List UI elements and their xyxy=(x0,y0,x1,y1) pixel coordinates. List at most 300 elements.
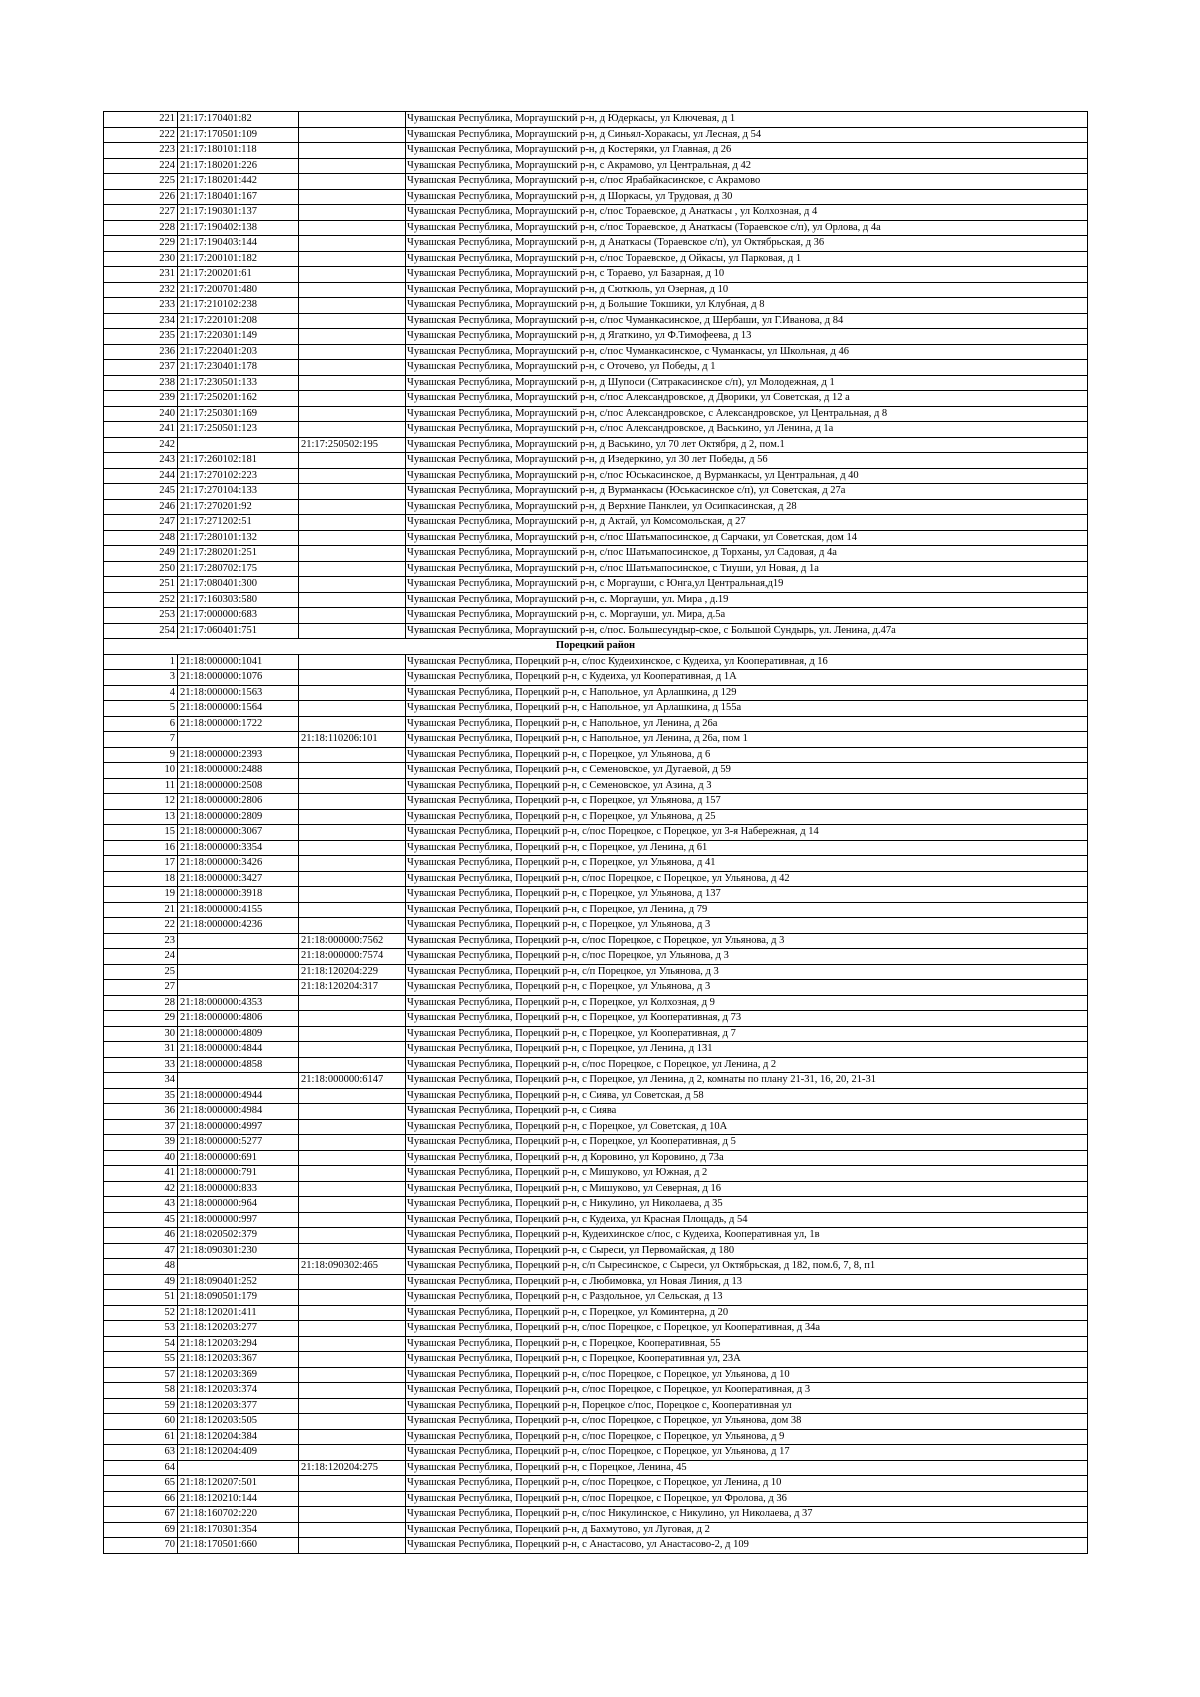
address-cell: Чувашская Республика, Порецкий р-н, с Сиява, ул Советская, д 58 xyxy=(406,1088,1088,1104)
row-number-cell: 3 xyxy=(104,670,178,686)
row-number-cell: 246 xyxy=(104,499,178,515)
table-row xyxy=(104,1057,1088,1073)
address-cell: Чувашская Республика, Моргаушский р-н, д Юдеркасы, ул Ключевая, д 1 xyxy=(406,112,1088,128)
address-cell: Чувашская Республика, Моргаушский р-н, с/пос. Большесундыр-ское, с Большой Сундырь, ул. Ленина, д.47а xyxy=(406,623,1088,639)
cadastral-number-cell: 21:17:230401:178 xyxy=(178,360,299,376)
row-number-cell: 34 xyxy=(104,1073,178,1089)
row-number-cell: 55 xyxy=(104,1352,178,1368)
cadastral-number-cell: 21:17:060401:751 xyxy=(178,623,299,639)
row-number-cell: 60 xyxy=(104,1414,178,1430)
cadastral-number-cell: 21:18:000000:791 xyxy=(178,1166,299,1182)
address-cell: Чувашская Республика, Порецкий р-н, с Порецкое, Ленина, 45 xyxy=(406,1460,1088,1476)
district-heading-row xyxy=(104,639,1088,655)
row-number-cell: 251 xyxy=(104,577,178,593)
row-number-cell: 221 xyxy=(104,112,178,128)
row-number-cell: 39 xyxy=(104,1135,178,1151)
cadastral-number-cell: 21:17:270201:92 xyxy=(178,499,299,515)
cadastral-number-cell: 21:18:000000:2809 xyxy=(178,809,299,825)
table-row xyxy=(104,608,1088,624)
row-number-cell: 29 xyxy=(104,1011,178,1027)
table-row xyxy=(104,1538,1088,1554)
premises-cadastral-number-cell xyxy=(299,1476,406,1492)
cadastral-number-cell xyxy=(178,949,299,965)
row-number-cell: 18 xyxy=(104,871,178,887)
row-number-cell: 231 xyxy=(104,267,178,283)
row-number-cell: 69 xyxy=(104,1522,178,1538)
table-row xyxy=(104,980,1088,996)
address-cell: Чувашская Республика, Порецкий р-н, с/п Порецкое, ул Ульянова, д 3 xyxy=(406,964,1088,980)
premises-cadastral-number-cell xyxy=(299,778,406,794)
row-number-cell: 228 xyxy=(104,220,178,236)
address-cell: Чувашская Республика, Моргаушский р-н, д Ягаткино, ул Ф.Тимофеева, д 13 xyxy=(406,329,1088,345)
address-cell: Чувашская Республика, Порецкий р-н, с Порецкое, ул Ленина, д 131 xyxy=(406,1042,1088,1058)
row-number-cell: 36 xyxy=(104,1104,178,1120)
cadastral-number-cell: 21:18:000000:691 xyxy=(178,1150,299,1166)
cadastral-number-cell: 21:18:000000:4155 xyxy=(178,902,299,918)
cadastral-number-cell: 21:17:270102:223 xyxy=(178,468,299,484)
table-row xyxy=(104,391,1088,407)
row-number-cell: 57 xyxy=(104,1367,178,1383)
cadastral-number-cell xyxy=(178,1460,299,1476)
premises-cadastral-number-cell xyxy=(299,1057,406,1073)
address-cell: Чувашская Республика, Порецкий р-н, с/пос Кудеихинское, с Кудеиха, ул Кооперативная, д 16 xyxy=(406,654,1088,670)
cadastral-number-cell: 21:18:120201:411 xyxy=(178,1305,299,1321)
premises-cadastral-number-cell xyxy=(299,282,406,298)
address-cell: Чувашская Республика, Порецкий р-н, с Порецкое, ул Ульянова, д 3 xyxy=(406,918,1088,934)
cadastral-number-cell: 21:17:190402:138 xyxy=(178,220,299,236)
table-row xyxy=(104,375,1088,391)
row-number-cell: 250 xyxy=(104,561,178,577)
address-cell: Чувашская Республика, Порецкий р-н, с Кудеиха, ул Кооперативная, д 1А xyxy=(406,670,1088,686)
address-cell: Чувашская Республика, Порецкий р-н, с Порецкое, ул Ульянова, д 41 xyxy=(406,856,1088,872)
cadastral-number-cell: 21:18:000000:1076 xyxy=(178,670,299,686)
table-row xyxy=(104,670,1088,686)
table-row xyxy=(104,1212,1088,1228)
row-number-cell: 239 xyxy=(104,391,178,407)
cadastral-number-cell: 21:17:220301:149 xyxy=(178,329,299,345)
address-cell: Чувашская Республика, Порецкий р-н, с Порецкое, Кооперативная, 55 xyxy=(406,1336,1088,1352)
table-row xyxy=(104,1414,1088,1430)
premises-cadastral-number-cell xyxy=(299,871,406,887)
table-row xyxy=(104,592,1088,608)
address-cell: Чувашская Республика, Порецкий р-н, с Порецкое, ул Коминтерна, д 20 xyxy=(406,1305,1088,1321)
cadastral-number-cell: 21:18:090401:252 xyxy=(178,1274,299,1290)
premises-cadastral-number-cell xyxy=(299,143,406,159)
premises-cadastral-number-cell xyxy=(299,701,406,717)
cadastral-number-cell: 21:18:000000:3427 xyxy=(178,871,299,887)
property-table-sheet xyxy=(103,111,1087,1554)
address-cell: Чувашская Республика, Моргаушский р-н, д Актай, ул Комсомольская, д 27 xyxy=(406,515,1088,531)
row-number-cell: 43 xyxy=(104,1197,178,1213)
table-row xyxy=(104,887,1088,903)
premises-cadastral-number-cell xyxy=(299,112,406,128)
premises-cadastral-number-cell: 21:18:120204:317 xyxy=(299,980,406,996)
row-number-cell: 232 xyxy=(104,282,178,298)
cadastral-number-cell: 21:18:120204:384 xyxy=(178,1429,299,1445)
cadastral-number-cell: 21:18:000000:4806 xyxy=(178,1011,299,1027)
premises-cadastral-number-cell xyxy=(299,1538,406,1554)
table-row xyxy=(104,933,1088,949)
address-cell: Чувашская Республика, Порецкий р-н, с Мишуково, ул Северная, д 16 xyxy=(406,1181,1088,1197)
address-cell: Чувашская Республика, Порецкий р-н, с Порецкое, ул Ленина, д 2, комнаты по плану 21-31, 16, 20, 21-31 xyxy=(406,1073,1088,1089)
table-row xyxy=(104,298,1088,314)
row-number-cell: 17 xyxy=(104,856,178,872)
address-cell: Чувашская Республика, Порецкий р-н, с Порецкое, ул Колхозная, д 9 xyxy=(406,995,1088,1011)
row-number-cell: 51 xyxy=(104,1290,178,1306)
address-cell: Чувашская Республика, Порецкий р-н, с/пос Порецкое, с Порецкое, ул Ульянова, дом 38 xyxy=(406,1414,1088,1430)
row-number-cell: 45 xyxy=(104,1212,178,1228)
cadastral-number-cell: 21:18:000000:833 xyxy=(178,1181,299,1197)
address-cell: Чувашская Республика, Моргаушский р-н, с/пос Ярабайкасинское, с Акрамово xyxy=(406,174,1088,190)
cadastral-number-cell: 21:18:120203:277 xyxy=(178,1321,299,1337)
cadastral-number-cell: 21:18:120203:294 xyxy=(178,1336,299,1352)
row-number-cell: 225 xyxy=(104,174,178,190)
table-row xyxy=(104,143,1088,159)
premises-cadastral-number-cell xyxy=(299,360,406,376)
table-row xyxy=(104,1429,1088,1445)
cadastral-number-cell: 21:17:200701:480 xyxy=(178,282,299,298)
address-cell: Чувашская Республика, Порецкий р-н, Порецкое с/пос, Порецкое с, Кооперативная ул xyxy=(406,1398,1088,1414)
address-cell: Чувашская Республика, Порецкий р-н, с/п Сыресинское, с Сыреси, ул Октябрьская, д 182, пом.6, 7, 8, п1 xyxy=(406,1259,1088,1275)
table-row xyxy=(104,1305,1088,1321)
row-number-cell: 41 xyxy=(104,1166,178,1182)
premises-cadastral-number-cell xyxy=(299,1398,406,1414)
address-cell: Чувашская Республика, Моргаушский р-н, с. Моргауши, ул. Мира , д.19 xyxy=(406,592,1088,608)
cadastral-number-cell: 21:17:270104:133 xyxy=(178,484,299,500)
address-cell: Чувашская Республика, Порецкий р-н, с Семеновское, ул Дугаевой, д 59 xyxy=(406,763,1088,779)
premises-cadastral-number-cell xyxy=(299,468,406,484)
premises-cadastral-number-cell xyxy=(299,1414,406,1430)
cadastral-number-cell: 21:17:230501:133 xyxy=(178,375,299,391)
row-number-cell: 31 xyxy=(104,1042,178,1058)
address-cell: Чувашская Республика, Моргаушский р-н, с/пос Юськасинское, д Вурманкасы, ул Центральная, д 40 xyxy=(406,468,1088,484)
cadastral-number-cell: 21:17:180101:118 xyxy=(178,143,299,159)
table-row xyxy=(104,685,1088,701)
table-row xyxy=(104,840,1088,856)
premises-cadastral-number-cell xyxy=(299,1011,406,1027)
premises-cadastral-number-cell xyxy=(299,1290,406,1306)
table-row xyxy=(104,127,1088,143)
address-cell: Чувашская Республика, Моргаушский р-н, д Васькино, ул 70 лет Октября, д 2, пом.1 xyxy=(406,437,1088,453)
premises-cadastral-number-cell xyxy=(299,763,406,779)
premises-cadastral-number-cell xyxy=(299,1321,406,1337)
row-number-cell: 13 xyxy=(104,809,178,825)
row-number-cell: 70 xyxy=(104,1538,178,1554)
row-number-cell: 66 xyxy=(104,1491,178,1507)
row-number-cell: 10 xyxy=(104,763,178,779)
row-number-cell: 238 xyxy=(104,375,178,391)
premises-cadastral-number-cell xyxy=(299,1228,406,1244)
row-number-cell: 61 xyxy=(104,1429,178,1445)
cadastral-number-cell: 21:17:260102:181 xyxy=(178,453,299,469)
table-row xyxy=(104,1522,1088,1538)
address-cell: Чувашская Республика, Моргаушский р-н, д Анаткасы (Тораевское с/п), ул Октябрьская, д 36 xyxy=(406,236,1088,252)
address-cell: Чувашская Республика, Порецкий р-н, с Порецкое, ул Кооперативная, д 7 xyxy=(406,1026,1088,1042)
row-number-cell: 247 xyxy=(104,515,178,531)
address-cell: Чувашская Республика, Порецкий р-н, с/пос Порецкое, с Порецкое, ул Ульянова, д 3 xyxy=(406,933,1088,949)
premises-cadastral-number-cell xyxy=(299,840,406,856)
row-number-cell: 37 xyxy=(104,1119,178,1135)
premises-cadastral-number-cell xyxy=(299,1352,406,1368)
premises-cadastral-number-cell xyxy=(299,1305,406,1321)
table-row xyxy=(104,964,1088,980)
row-number-cell: 67 xyxy=(104,1507,178,1523)
address-cell: Чувашская Республика, Порецкий р-н, д Бахмутово, ул Луговая, д 2 xyxy=(406,1522,1088,1538)
cadastral-number-cell: 21:18:000000:1564 xyxy=(178,701,299,717)
table-row xyxy=(104,1352,1088,1368)
row-number-cell: 229 xyxy=(104,236,178,252)
row-number-cell: 226 xyxy=(104,189,178,205)
address-cell: Чувашская Республика, Порецкий р-н, с Напольное, ул Ленина, д 26а xyxy=(406,716,1088,732)
row-number-cell: 47 xyxy=(104,1243,178,1259)
address-cell: Чувашская Республика, Моргаушский р-н, с/пос Александровское, с Александровское, ул Центральная, д 8 xyxy=(406,406,1088,422)
row-number-cell: 30 xyxy=(104,1026,178,1042)
table-row xyxy=(104,623,1088,639)
premises-cadastral-number-cell xyxy=(299,220,406,236)
row-number-cell: 49 xyxy=(104,1274,178,1290)
cadastral-number-cell xyxy=(178,1259,299,1275)
cadastral-number-cell: 21:18:120203:374 xyxy=(178,1383,299,1399)
table-row xyxy=(104,701,1088,717)
premises-cadastral-number-cell xyxy=(299,391,406,407)
row-number-cell: 224 xyxy=(104,158,178,174)
table-row xyxy=(104,236,1088,252)
table-row xyxy=(104,329,1088,345)
address-cell: Чувашская Республика, Моргаушский р-н, д Изедеркино, ул 30 лет Победы, д 56 xyxy=(406,453,1088,469)
premises-cadastral-number-cell xyxy=(299,918,406,934)
cadastral-number-cell: 21:17:250301:169 xyxy=(178,406,299,422)
cadastral-number-cell: 21:18:000000:2488 xyxy=(178,763,299,779)
row-number-cell: 42 xyxy=(104,1181,178,1197)
row-number-cell: 12 xyxy=(104,794,178,810)
address-cell: Чувашская Республика, Порецкий р-н, с Порецкое, ул Ульянова, д 6 xyxy=(406,747,1088,763)
table-row xyxy=(104,1088,1088,1104)
cadastral-number-cell: 21:17:280702:175 xyxy=(178,561,299,577)
premises-cadastral-number-cell xyxy=(299,747,406,763)
premises-cadastral-number-cell xyxy=(299,1274,406,1290)
address-cell: Чувашская Республика, Порецкий р-н, с Порецкое, ул Советская, д 10А xyxy=(406,1119,1088,1135)
cadastral-number-cell: 21:17:170401:82 xyxy=(178,112,299,128)
premises-cadastral-number-cell xyxy=(299,1243,406,1259)
table-row xyxy=(104,360,1088,376)
address-cell: Чувашская Республика, Порецкий р-н, с Порецкое, ул Ленина, д 79 xyxy=(406,902,1088,918)
premises-cadastral-number-cell xyxy=(299,329,406,345)
premises-cadastral-number-cell xyxy=(299,1491,406,1507)
premises-cadastral-number-cell xyxy=(299,158,406,174)
premises-cadastral-number-cell xyxy=(299,654,406,670)
cadastral-number-cell: 21:18:000000:1041 xyxy=(178,654,299,670)
address-cell: Чувашская Республика, Моргаушский р-н, с/пос Тораевское, д Анаткасы (Тораевское с/п), ул Орлова, д 4а xyxy=(406,220,1088,236)
table-row xyxy=(104,918,1088,934)
premises-cadastral-number-cell xyxy=(299,251,406,267)
cadastral-number-cell: 21:17:220101:208 xyxy=(178,313,299,329)
address-cell: Чувашская Республика, Порецкий р-н, с/пос Порецкое, с Порецкое, ул Ульянова, д 42 xyxy=(406,871,1088,887)
cadastral-number-cell: 21:18:000000:964 xyxy=(178,1197,299,1213)
address-cell: Чувашская Республика, Моргаушский р-н, д Верхние Панклеи, ул Осипкасинская, д 28 xyxy=(406,499,1088,515)
cadastral-number-cell: 21:18:000000:3067 xyxy=(178,825,299,841)
cadastral-number-cell: 21:17:000000:683 xyxy=(178,608,299,624)
table-row xyxy=(104,995,1088,1011)
table-row xyxy=(104,1321,1088,1337)
row-number-cell: 58 xyxy=(104,1383,178,1399)
address-cell: Чувашская Республика, Моргаушский р-н, с/пос Шатьмапосинское, д Сарчаки, ул Советская, дом 14 xyxy=(406,530,1088,546)
table-row xyxy=(104,205,1088,221)
table-row xyxy=(104,825,1088,841)
table-row xyxy=(104,856,1088,872)
cadastral-number-cell: 21:18:000000:2393 xyxy=(178,747,299,763)
address-cell: Чувашская Республика, Порецкий р-н, с Порецкое, Кооперативная ул, 23А xyxy=(406,1352,1088,1368)
premises-cadastral-number-cell xyxy=(299,1445,406,1461)
cadastral-number-cell: 21:18:090501:179 xyxy=(178,1290,299,1306)
table-row xyxy=(104,1383,1088,1399)
row-number-cell: 46 xyxy=(104,1228,178,1244)
row-number-cell: 236 xyxy=(104,344,178,360)
premises-cadastral-number-cell xyxy=(299,313,406,329)
cadastral-number-cell: 21:17:180401:167 xyxy=(178,189,299,205)
address-cell: Чувашская Республика, Порецкий р-н, с Семеновское, ул Азина, д 3 xyxy=(406,778,1088,794)
premises-cadastral-number-cell xyxy=(299,1522,406,1538)
table-row xyxy=(104,1181,1088,1197)
cadastral-number-cell: 21:18:000000:4809 xyxy=(178,1026,299,1042)
table-row xyxy=(104,778,1088,794)
address-cell: Чувашская Республика, Моргаушский р-н, с/пос Чуманкасинское, д Шербаши, ул Г.Иванова, д 84 xyxy=(406,313,1088,329)
premises-cadastral-number-cell xyxy=(299,298,406,314)
cadastral-number-cell: 21:18:120203:505 xyxy=(178,1414,299,1430)
row-number-cell: 222 xyxy=(104,127,178,143)
premises-cadastral-number-cell xyxy=(299,1166,406,1182)
row-number-cell: 254 xyxy=(104,623,178,639)
table-row xyxy=(104,499,1088,515)
premises-cadastral-number-cell xyxy=(299,499,406,515)
row-number-cell: 48 xyxy=(104,1259,178,1275)
row-number-cell: 33 xyxy=(104,1057,178,1073)
premises-cadastral-number-cell xyxy=(299,1088,406,1104)
cadastral-number-cell: 21:18:120203:377 xyxy=(178,1398,299,1414)
row-number-cell: 249 xyxy=(104,546,178,562)
row-number-cell: 234 xyxy=(104,313,178,329)
row-number-cell: 11 xyxy=(104,778,178,794)
row-number-cell: 65 xyxy=(104,1476,178,1492)
cadastral-number-cell: 21:17:180201:442 xyxy=(178,174,299,190)
premises-cadastral-number-cell xyxy=(299,189,406,205)
row-number-cell: 21 xyxy=(104,902,178,918)
cadastral-number-cell: 21:18:000000:4858 xyxy=(178,1057,299,1073)
premises-cadastral-number-cell xyxy=(299,236,406,252)
premises-cadastral-number-cell xyxy=(299,592,406,608)
row-number-cell: 233 xyxy=(104,298,178,314)
address-cell: Чувашская Республика, Порецкий р-н, с/пос Порецкое, с Порецкое, ул 3-я Набережная, д 14 xyxy=(406,825,1088,841)
address-cell: Чувашская Республика, Порецкий р-н, с Раздольное, ул Сельская, д 13 xyxy=(406,1290,1088,1306)
premises-cadastral-number-cell xyxy=(299,515,406,531)
cadastral-number-cell: 21:17:080401:300 xyxy=(178,577,299,593)
premises-cadastral-number-cell xyxy=(299,453,406,469)
address-cell: Чувашская Республика, Моргаушский р-н, с/пос Тораевское, д Анаткасы , ул Колхозная, д 4 xyxy=(406,205,1088,221)
table-row xyxy=(104,763,1088,779)
table-row xyxy=(104,530,1088,546)
address-cell: Чувашская Республика, Порецкий р-н, с/пос Порецкое, с Порецкое, ул Фролова, д 36 xyxy=(406,1491,1088,1507)
table-row xyxy=(104,1073,1088,1089)
premises-cadastral-number-cell xyxy=(299,995,406,1011)
row-number-cell: 5 xyxy=(104,701,178,717)
table-row xyxy=(104,437,1088,453)
row-number-cell: 235 xyxy=(104,329,178,345)
table-row xyxy=(104,1011,1088,1027)
table-row xyxy=(104,422,1088,438)
row-number-cell: 54 xyxy=(104,1336,178,1352)
table-row xyxy=(104,809,1088,825)
cadastral-number-cell: 21:18:020502:379 xyxy=(178,1228,299,1244)
table-row xyxy=(104,732,1088,748)
table-row xyxy=(104,1228,1088,1244)
cadastral-number-cell: 21:17:271202:51 xyxy=(178,515,299,531)
address-cell: Чувашская Республика, Моргаушский р-н, с Оточево, ул Победы, д 1 xyxy=(406,360,1088,376)
premises-cadastral-number-cell xyxy=(299,1367,406,1383)
premises-cadastral-number-cell xyxy=(299,809,406,825)
table-row xyxy=(104,1367,1088,1383)
table-row xyxy=(104,1491,1088,1507)
row-number-cell: 1 xyxy=(104,654,178,670)
district-heading: Порецкий район xyxy=(104,639,1088,655)
address-cell: Чувашская Республика, Порецкий р-н, с/пос Порецкое, ул Ульянова, д 3 xyxy=(406,949,1088,965)
address-cell: Чувашская Республика, Моргаушский р-н, д Большие Токшики, ул Клубная, д 8 xyxy=(406,298,1088,314)
row-number-cell: 7 xyxy=(104,732,178,748)
row-number-cell: 53 xyxy=(104,1321,178,1337)
cadastral-number-cell: 21:18:000000:1722 xyxy=(178,716,299,732)
cadastral-number-cell: 21:18:120204:409 xyxy=(178,1445,299,1461)
row-number-cell: 253 xyxy=(104,608,178,624)
table-row xyxy=(104,794,1088,810)
cadastral-number-cell: 21:18:000000:4944 xyxy=(178,1088,299,1104)
table-row xyxy=(104,251,1088,267)
cadastral-number-cell: 21:17:250201:162 xyxy=(178,391,299,407)
cadastral-number-cell: 21:18:000000:4353 xyxy=(178,995,299,1011)
cadastral-number-cell: 21:17:220401:203 xyxy=(178,344,299,360)
premises-cadastral-number-cell: 21:18:000000:7562 xyxy=(299,933,406,949)
table-row xyxy=(104,1243,1088,1259)
row-number-cell: 19 xyxy=(104,887,178,903)
table-row xyxy=(104,267,1088,283)
address-cell: Чувашская Республика, Порецкий р-н, с Порецкое, ул Ульянова, д 157 xyxy=(406,794,1088,810)
cadastral-number-cell: 21:18:000000:4844 xyxy=(178,1042,299,1058)
cadastral-number-cell: 21:18:000000:4997 xyxy=(178,1119,299,1135)
premises-cadastral-number-cell xyxy=(299,174,406,190)
premises-cadastral-number-cell xyxy=(299,267,406,283)
premises-cadastral-number-cell xyxy=(299,1181,406,1197)
address-cell: Чувашская Республика, Порецкий р-н, с Порецкое, ул Ленина, д 61 xyxy=(406,840,1088,856)
premises-cadastral-number-cell xyxy=(299,1383,406,1399)
table-row xyxy=(104,716,1088,732)
premises-cadastral-number-cell xyxy=(299,1042,406,1058)
premises-cadastral-number-cell xyxy=(299,1150,406,1166)
address-cell: Чувашская Республика, Порецкий р-н, с Напольное, ул Ленина, д 26а, пом 1 xyxy=(406,732,1088,748)
premises-cadastral-number-cell xyxy=(299,406,406,422)
table-row xyxy=(104,1290,1088,1306)
address-cell: Чувашская Республика, Моргаушский р-н, с Тораево, ул Базарная, д 10 xyxy=(406,267,1088,283)
table-row xyxy=(104,1119,1088,1135)
row-number-cell: 59 xyxy=(104,1398,178,1414)
cadastral-number-cell: 21:18:000000:1563 xyxy=(178,685,299,701)
address-cell: Чувашская Республика, Моргаушский р-н, с/пос Шатьмапосинское, д Торханы, ул Садовая, д 4а xyxy=(406,546,1088,562)
premises-cadastral-number-cell xyxy=(299,375,406,391)
address-cell: Чувашская Республика, Моргаушский р-н, д Вурманкасы (Юськасинское с/п), ул Советская, д 27а xyxy=(406,484,1088,500)
table-row xyxy=(104,1507,1088,1523)
table-row xyxy=(104,282,1088,298)
address-cell: Чувашская Республика, Моргаушский р-н, с. Моргауши, ул. Мира, д.5а xyxy=(406,608,1088,624)
cadastral-number-cell: 21:17:280101:132 xyxy=(178,530,299,546)
premises-cadastral-number-cell xyxy=(299,825,406,841)
address-cell: Чувашская Республика, Порецкий р-н, с Никулино, ул Николаева, д 35 xyxy=(406,1197,1088,1213)
address-cell: Чувашская Республика, Порецкий р-н, с Порецкое, ул Ульянова, д 3 xyxy=(406,980,1088,996)
